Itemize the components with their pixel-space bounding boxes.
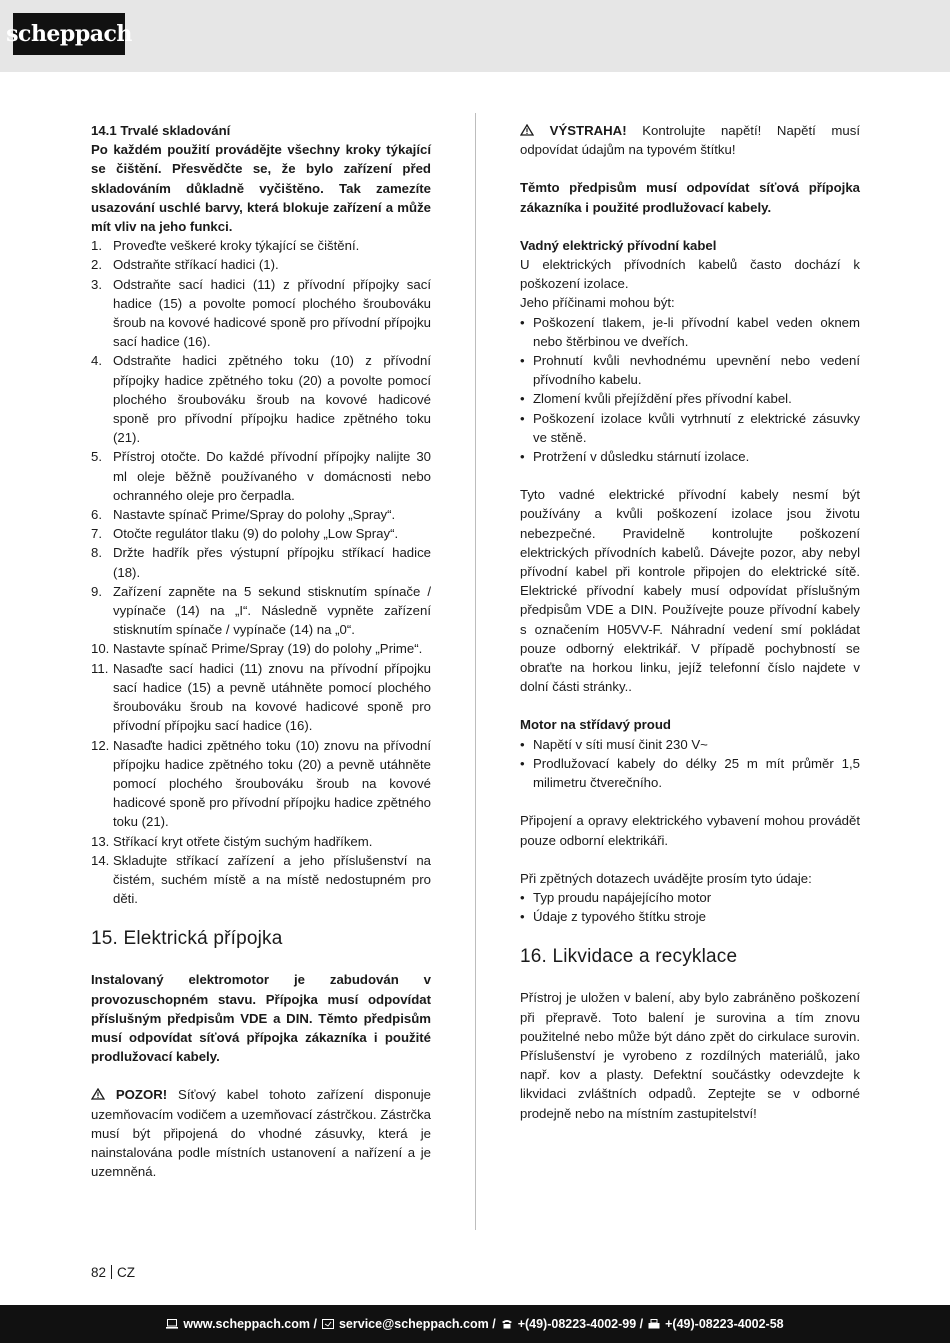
bullet-glyph: •: [520, 889, 525, 905]
rules-paragraph: Těmto předpisům musí odpovídat síťová přípojka zákazníka i použité prodlužovací kabely.: [520, 180, 860, 215]
repairs-paragraph: Připojení a opravy elektrického vybavení mohou provádět pouze odborní elektrikáři.: [520, 813, 860, 848]
page-language: CZ: [117, 1265, 136, 1280]
list-item-text: Skladujte stříkací zařízení a jeho příslušenství na čistém, suchém místě a na místě nedostupném pro děti.: [113, 852, 431, 907]
section-16-body: Přístroj je uložen v balení, aby bylo zabráněno poškození při přepravě. Toto balení je surovina a tím znovu použitelné nebo může být dáno zpět do cirkulace surovin. Příslušenství je vyrobeno z rozdílných materiálů, jako např. kov a plasty. Defektní součástky odevzdejte k likvidaci zvláštních odpadů. Zeptejte se v odborné prodejně nebo na místním zastupitelství!: [520, 990, 860, 1121]
list-item-number: 6.: [91, 507, 102, 523]
list-item: [91, 543, 431, 581]
bullet-text: Údaje z typového štítku stroje: [533, 909, 706, 925]
section-14-1-intro: Po každém použití provádějte všechny kroky týkající se čištění. Přesvědčte se, že bylo zařízení před skladováním důkladně vyčištěno. Tak zamezíte usazování uschlé barvy, která blokuje zařízení a může mít vliv na jeho funkci.: [91, 142, 431, 235]
list-item: [91, 659, 431, 736]
defect-cable-intro: U elektrických přívodních kabelů často dochází k poškození izolace.: [520, 257, 860, 292]
warning-triangle-icon: [520, 124, 534, 136]
storage-steps-list: [91, 236, 431, 908]
bullet-text: Prohnutí kvůli nevhodnému upevnění nebo vedení přívodního kabelu.: [533, 353, 860, 388]
list-item-text: Nasaďte hadici zpětného toku (10) znovu na přívodní přípojku hadice zpětného toku (20) a pevně utáhněte pomocí plochého šroubováku šroub na kovové hadicové sponě pro přívodní přípojku hadice zpětného toku (21).: [113, 737, 431, 830]
list-item: [91, 447, 431, 505]
list-item: [91, 639, 431, 658]
list-item-number: 12.: [91, 737, 110, 753]
list-item-text: Otočte regulátor tlaku (9) do polohy „Low Spray“.: [113, 526, 399, 542]
bullet-item: [520, 351, 860, 389]
list-item: [91, 736, 431, 832]
section-15-intro: Instalovaný elektromotor je zabudován v provozuschopném stavu. Přípojka musí odpovídat příslušným předpisům VDE a DIN. Těmto předpisům musí odpovídat síťová přípojka zákazníka i použité prodlužovací kabely.: [91, 972, 431, 1065]
queries-list: [520, 888, 860, 926]
section-14-1-title: 14.1 Trvalé skladování: [91, 123, 231, 138]
bullet-glyph: •: [520, 391, 525, 407]
bullet-glyph: •: [520, 909, 525, 925]
list-item-number: 2.: [91, 257, 102, 273]
vystraha-warning: [520, 121, 860, 159]
list-item: [91, 851, 431, 909]
page-footer: [0, 1305, 950, 1343]
list-item: [91, 236, 431, 255]
list-item-text: Nasaďte sací hadici (11) znovu na přívodní přípojku sací hadice (15) a pevně utáhněte pomocí plochého šroubováku šroub na kovové hadicové sponě pro přívodní přípojku sací hadice (16).: [113, 660, 431, 734]
scheppach-logo: [6, 13, 132, 55]
email-icon: [322, 1319, 334, 1329]
bullet-glyph: •: [520, 449, 525, 465]
list-item: [91, 505, 431, 524]
list-item-number: 13.: [91, 833, 110, 849]
pozor-text: Síťový kabel tohoto zařízení disponuje uzemňovacím vodičem a uzemňovací zástrčkou. Zástrčka musí být připojená do vhodné zásuvky, která je nainstalována podle místních ustanovení a nařízení a je uzemněná.: [91, 1087, 431, 1180]
list-item-number: 5.: [91, 449, 102, 465]
list-item-text: Odstraňte hadici zpětného toku (10) z přívodní přípojky hadice zpětného toku (20) a povolte pomocí plochého šroubováku šroub na kovové hadicové sponě pro přívodní přípojku hadice zpětného toku (21).: [113, 353, 431, 446]
right-column: [520, 121, 860, 1123]
list-item-text: Zařízení zapněte na 5 sekund stisknutím spínače / vypínače (14) na „I“. Následně vypněte zařízení stisknutím spínače / vypínače (14) na „0“.: [113, 583, 431, 638]
phone-icon: [501, 1319, 513, 1329]
vystraha-label: VÝSTRAHA!: [549, 123, 627, 138]
list-item-number: 8.: [91, 545, 102, 561]
list-item-text: Přístroj otočte. Do každé přívodní přípojky nalijte 30 ml oleje běžně používaného v domácnosti nebo ochranného oleje pro čerpadla.: [113, 449, 431, 503]
bullet-text: Zlomení kvůli přejíždění přes přívodní kabel.: [533, 391, 792, 407]
list-item: [91, 524, 431, 543]
bullet-glyph: •: [520, 353, 525, 369]
pozor-label: POZOR!: [115, 1087, 168, 1103]
footer-phone[interactable]: +(49)-08223-4002-99 /: [517, 1317, 644, 1331]
bullet-text: Protržení v důsledku stárnutí izolace.: [533, 449, 750, 465]
computer-icon: [166, 1319, 178, 1329]
logo-text: scheppach: [6, 21, 132, 47]
bullet-item: [520, 409, 860, 447]
bullet-glyph: •: [520, 410, 525, 426]
list-item-text: Nastavte spínač Prime/Spray do polohy „Spray“.: [113, 507, 396, 523]
list-item: [91, 582, 431, 640]
list-item-number: 1.: [91, 238, 102, 254]
list-item-number: 7.: [91, 526, 102, 542]
list-item-text: Stříkací kryt otřete čistým suchým hadříkem.: [113, 833, 373, 849]
page-number-value: 82: [91, 1265, 107, 1280]
list-item-number: 14.: [91, 852, 110, 868]
bullet-item: [520, 447, 860, 466]
bullet-item: [520, 907, 860, 926]
list-item-number: 9.: [91, 583, 102, 599]
fax-icon: [648, 1319, 660, 1329]
list-item-text: Proveďte veškeré kroky týkající se čištění.: [113, 238, 360, 254]
list-item-text: Držte hadřík přes výstupní přípojku stříkací hadice (18).: [113, 545, 431, 580]
bullet-item: [520, 754, 860, 792]
bullet-item: [520, 389, 860, 408]
queries-intro: Při zpětných dotazech uvádějte prosím tyto údaje:: [520, 870, 812, 886]
defect-cable-title: Vadný elektrický přívodní kabel: [520, 237, 717, 253]
bullet-text: Prodlužovací kabely do délky 25 m mít průměr 1,5 milimetru čtverečního.: [533, 755, 860, 791]
list-item-number: 10.: [91, 641, 110, 657]
bullet-text: Napětí v síti musí činit 230 V~: [533, 736, 708, 752]
list-item-number: 4.: [91, 353, 102, 369]
list-item: [91, 255, 431, 274]
defect-causes-intro: Jeho příčinami mohou být:: [520, 295, 675, 311]
vystraha-text: Kontrolujte napětí! Napětí musí odpovídat údajům na typovém štítku!: [520, 123, 860, 158]
page-number: [91, 1265, 135, 1280]
bullet-glyph: •: [520, 755, 525, 771]
motor-title: Motor na střídavý proud: [520, 717, 671, 733]
column-divider: [475, 113, 476, 1230]
footer-web[interactable]: www.scheppach.com /: [183, 1317, 317, 1331]
footer-email[interactable]: service@scheppach.com /: [338, 1317, 496, 1331]
footer-fax[interactable]: +(49)-08223-4002-58: [665, 1317, 784, 1331]
section-15-title: 15. Elektrická přípojka: [91, 928, 283, 950]
list-item: [91, 275, 431, 352]
bullet-glyph: •: [520, 314, 525, 330]
motor-list: [520, 735, 860, 793]
bullet-item: [520, 888, 860, 907]
list-item-number: 3.: [91, 276, 102, 292]
page-header: [0, 0, 950, 72]
warning-triangle-icon: [91, 1088, 105, 1100]
list-item-text: Nastavte spínač Prime/Spray (19) do polohy „Prime“.: [113, 641, 423, 657]
list-item: [91, 832, 431, 851]
defect-causes-list: [520, 313, 860, 467]
defect-cable-body: Tyto vadné elektrické přívodní kabely nesmí být používány a kvůli poškození izolace jsou životu nebezpečné. Pravidelně kontrolujte poškození elektrických přívodních kabelů. Dávejte pozor, aby nebyl přívodní kabel při kontrole připojen do elektrické sítě. Elektrické přívodní kabely musí odpovídat příslušným předpisům VDE a DIN. Používejte pouze přívodní kabely s označením H05VV-F. Náhradní vedení smí pokládat pouze odborný elektrikář. V případě pochybností se obraťte na horkou linku, jejíž telefonní číslo najdete v dolní části stránky..: [520, 487, 860, 695]
list-item: [91, 351, 431, 447]
bullet-text: Poškození izolace kvůli vytrhnutí z elektrické zásuvky ve stěně.: [533, 410, 860, 445]
bullet-glyph: •: [520, 736, 525, 752]
list-item-text: Odstraňte stříkací hadici (1).: [113, 257, 279, 273]
bullet-text: Typ proudu napájejícího motor: [533, 889, 712, 905]
list-item-text: Odstraňte sací hadici (11) z přívodní přípojky sací hadice (15) a povolte pomocí plochého šroubováku šroub na kovové hadicové sponě pro přívodní přípojku sací hadice (16).: [113, 276, 431, 350]
section-16-title: 16. Likvidace a recyklace: [520, 946, 738, 968]
bullet-item: [520, 735, 860, 754]
pozor-warning: [91, 1085, 431, 1181]
bullet-text: Poškození tlakem, je-li přívodní kabel veden oknem nebo štěrbinou ve dveřích.: [533, 314, 860, 349]
bullet-item: [520, 313, 860, 351]
list-item-number: 11.: [91, 660, 109, 676]
left-column: [91, 121, 431, 1181]
